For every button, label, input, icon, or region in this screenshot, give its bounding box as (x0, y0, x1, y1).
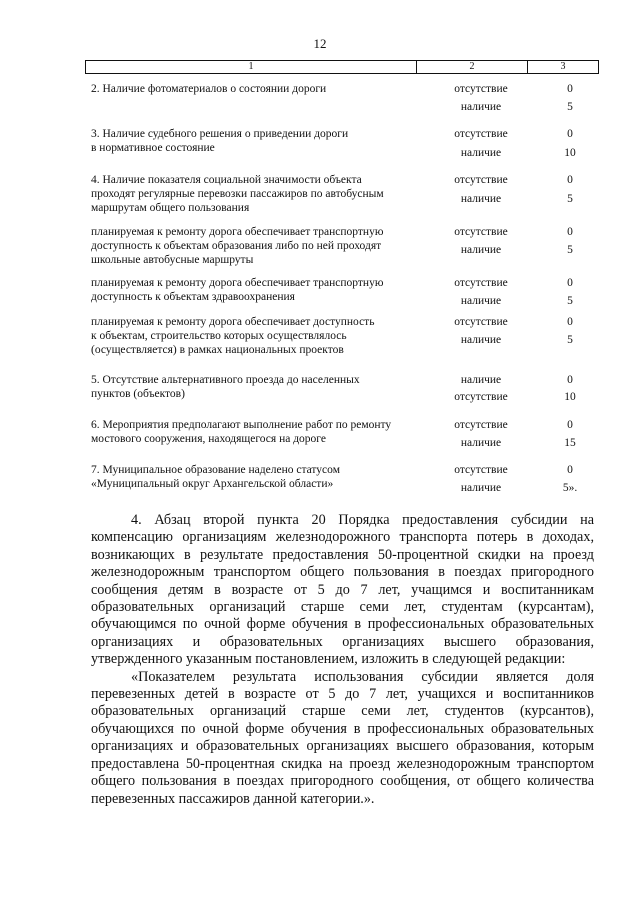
criterion-text (91, 463, 426, 491)
value-points: 15 (564, 437, 576, 449)
value-points: 10 (564, 147, 576, 159)
criterion-text (91, 127, 426, 155)
criterion-line: (осуществляется) в рамках национальных проектов (91, 344, 344, 356)
criterion-text (91, 82, 426, 96)
value-points: 10 (564, 391, 576, 403)
criterion-line: пунктов (объектов) (91, 388, 185, 400)
value-points: 0 (567, 316, 573, 328)
value-points: 0 (567, 174, 573, 186)
value-label: отсутствие (454, 391, 508, 403)
criterion-line: школьные автобусные маршруты (91, 254, 254, 266)
criterion-line: 6. Мероприятия предполагают выполнение работ по ремонту (91, 419, 392, 431)
criterion-text (91, 173, 426, 215)
value-label: наличие (460, 101, 502, 113)
criterion-text (91, 418, 426, 446)
criterion-line: 5. Отсутствие альтернативного проезда до населенных (91, 374, 360, 386)
criterion-line: «Муниципальный округ Архангельской области» (91, 478, 334, 490)
value-label: наличие (460, 482, 502, 494)
value-points: 0 (567, 83, 573, 95)
table-header-col-1: 1 (86, 61, 417, 73)
criterion-line: 3. Наличие судебного решения о приведении дороги (91, 128, 349, 140)
criterion-line: 4. Наличие показателя социальной значимости объекта (91, 174, 362, 186)
value-points: 5 (567, 334, 573, 346)
criterion-line: планируемая к ремонту дорога обеспечивает транспортную (91, 226, 384, 238)
value-label: наличие (460, 295, 502, 307)
value-points: 5 (567, 101, 573, 113)
criterion-line: планируемая к ремонту дорога обеспечивает доступность (91, 316, 375, 328)
table-header-col-2: 2 (417, 61, 528, 73)
value-label: наличие (460, 437, 502, 449)
value-label: отсутствие (454, 277, 508, 289)
criterion-text (91, 276, 426, 304)
value-points: 5 (567, 295, 573, 307)
value-points: 0 (567, 277, 573, 289)
criterion-line: планируемая к ремонту дорога обеспечивает транспортную (91, 277, 384, 289)
criterion-line: в нормативное состояние (91, 142, 215, 154)
criterion-line: к объектам, строительство которых осуществлялось (91, 330, 347, 342)
criterion-line: 7. Муниципальное образование наделено статусом (91, 464, 340, 476)
criterion-line: доступность к объектам здравоохранения (91, 291, 295, 303)
value-label: наличие (460, 147, 502, 159)
table-header-col-3: 3 (560, 61, 566, 72)
value-label: отсутствие (454, 316, 508, 328)
criterion-text (91, 315, 426, 357)
paragraph-quote: «Показателем результата использования субсидии является доля перевезенных детей в возрасте от 5 до 7 лет, учащихся и воспитанников образовательных организаций старше семи лет, студентов (курсантов), обучающихся по очной форме обучения в профессиональных образовательных организациях и образовательных организациях высшего образования, которым предоставлена 50-процентная скидка на проезд железнодорожным транспортом общего пользования в поездах пригородного сообщения, от общего количества перевезенных пассажиров данной категории.». (91, 668, 594, 807)
value-label: отсутствие (454, 174, 508, 186)
value-points: 0 (567, 226, 573, 238)
criterion-line: 2. Наличие фотоматериалов о состоянии дороги (91, 83, 327, 95)
criterion-line: проходят регулярные перевозки пассажиров по автобусным (91, 188, 384, 200)
value-points: 0 (567, 128, 573, 140)
page-number: 12 (313, 36, 327, 51)
value-label: отсутствие (454, 226, 508, 238)
value-points: 5 (567, 244, 573, 256)
criterion-text (91, 373, 426, 401)
value-label: отсутствие (454, 128, 508, 140)
criterion-line: мостового сооружения, находящегося на дороге (91, 433, 326, 445)
value-label: наличие (460, 374, 502, 386)
paragraph-amendment: 4. Абзац второй пункта 20 Порядка предоставления субсидии на компенсацию организациям железнодорожного транспорта потерь в доходах, возникающих в результате предоставления 50-процентной скидки на проезд железнодорожным транспортом общего пользования в поездах пригородного сообщения детям в возрасте от 5 до 7 лет, учащимся и воспитанникам образовательных организаций старше семи лет, студентам (курсантам), обучающимся по очной форме обучения в профессиональных образовательных организациях и образовательных организациях высшего образования, утвержденного указанным постановлением, изложить в следующей редакции: (91, 512, 594, 668)
criterion-text (91, 225, 426, 267)
value-label: отсутствие (454, 464, 508, 476)
criterion-line: доступность к объектам образования либо по ней проходят (91, 240, 382, 252)
value-label: отсутствие (454, 419, 508, 431)
value-points: 5 (567, 193, 573, 205)
value-label: наличие (460, 193, 502, 205)
value-label: наличие (460, 334, 502, 346)
criterion-line: маршрутам общего пользования (91, 202, 250, 214)
body-text (91, 512, 594, 808)
value-points: 0 (567, 374, 573, 386)
value-label: отсутствие (454, 83, 508, 95)
table-header (85, 60, 599, 74)
value-points: 0 (567, 464, 573, 476)
value-label: наличие (460, 244, 502, 256)
value-points: 0 (567, 419, 573, 431)
value-points: 5». (562, 482, 578, 494)
